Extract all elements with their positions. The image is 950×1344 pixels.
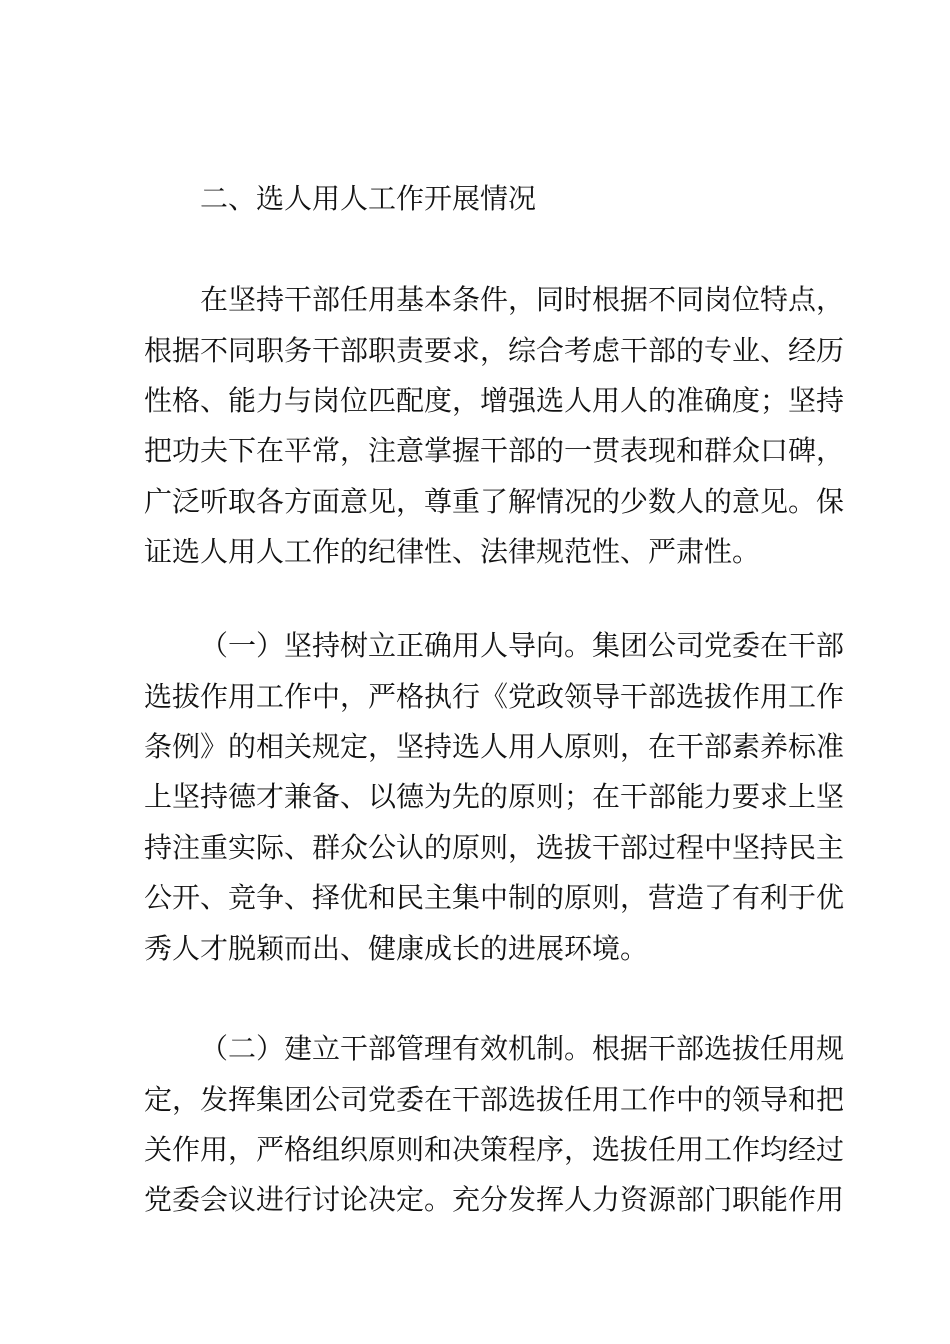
paragraph-2-line-3: 条例》的相关规定，坚持选人用人原则，在干部素养标准: [144, 730, 845, 763]
paragraph-1-line-5: 广泛听取各方面意见，尊重了解情况的少数人的意见。保: [144, 485, 845, 518]
paragraph-3-line-4: 党委会议进行讨论决定。充分发挥人力资源部门职能作用: [144, 1183, 845, 1216]
paragraph-3-line-3: 关作用，严格组织原则和决策程序，选拔任用工作均经过: [144, 1133, 845, 1166]
paragraph-3-line-1: （二）建立干部管理有效机制。根据干部选拔任用规: [200, 1032, 845, 1065]
paragraph-2-line-5: 持注重实际、群众公认的原则，选拔干部过程中坚持民主: [144, 831, 845, 864]
paragraph-1-line-1: 在坚持干部任用基本条件，同时根据不同岗位特点，: [200, 283, 845, 316]
paragraph-1-line-4: 把功夫下在平常，注意掌握干部的一贯表现和群众口碑，: [144, 434, 845, 467]
paragraph-2-line-1: （一）坚持树立正确用人导向。集团公司党委在干部: [200, 629, 845, 662]
paragraph-2-line-6: 公开、竞争、择优和民主集中制的原则，营造了有利于优: [144, 881, 845, 914]
paragraph-2-line-2: 选拔作用工作中，严格执行《党政领导干部选拔作用工作: [144, 680, 845, 713]
paragraph-2-line-7: 秀人才脱颖而出、健康成长的进展环境。: [144, 932, 649, 965]
paragraph-1-line-3: 性格、能力与岗位匹配度，增强选人用人的准确度；坚持: [144, 384, 845, 417]
section-heading: 二、选人用人工作开展情况: [200, 182, 537, 215]
paragraph-1-line-6: 证选人用人工作的纪律性、法律规范性、严肃性。: [144, 535, 761, 568]
paragraph-3-line-2: 定，发挥集团公司党委在干部选拔任用工作中的领导和把: [144, 1083, 845, 1116]
paragraph-1-line-2: 根据不同职务干部职责要求，综合考虑干部的专业、经历: [144, 334, 845, 367]
paragraph-2-line-4: 上坚持德才兼备、以德为先的原则；在干部能力要求上坚: [144, 780, 845, 813]
